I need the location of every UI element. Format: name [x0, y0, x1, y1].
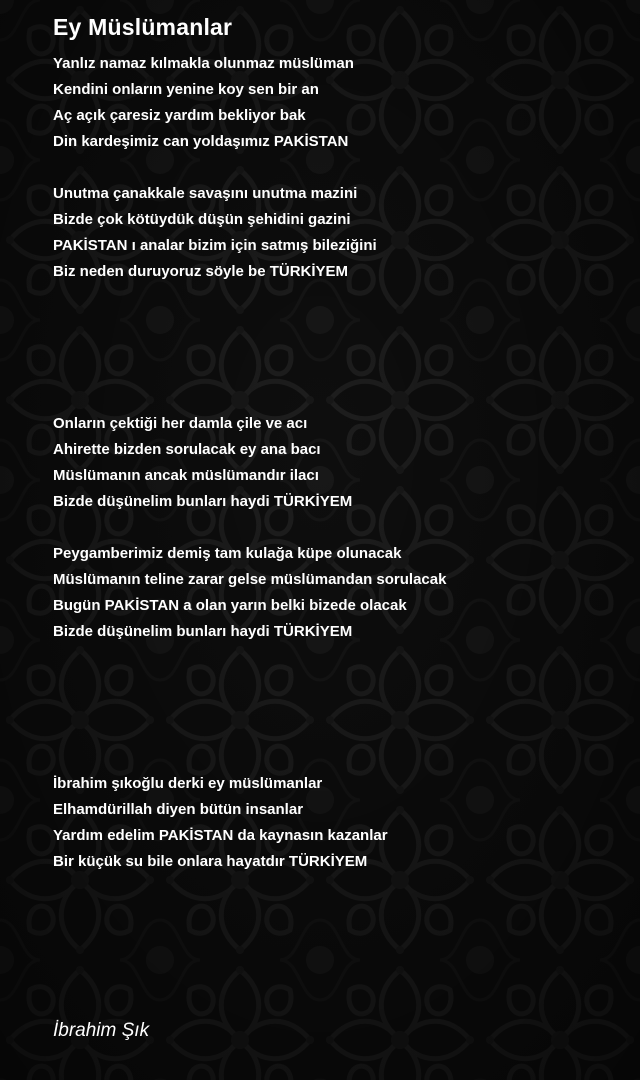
stanza-4 — [53, 541, 446, 645]
poem-line: Peygamberimiz demiş tam kulağa küpe olunacak — [53, 545, 402, 562]
poem-line: Müslümanın ancak müslümandır ilacı — [53, 467, 319, 484]
poem-line: Müslümanın teline zarar gelse müslümandan sorulacak — [53, 571, 447, 588]
stanza-5 — [53, 771, 388, 875]
poem-line: Elhamdürillah diyen bütün insanlar — [53, 801, 304, 818]
poem-line: Bizde düşünelim bunları haydi TÜRKİYEM — [53, 493, 353, 510]
poem-line: Biz neden duruyoruz söyle be TÜRKİYEM — [53, 263, 349, 280]
poem-line: Bir küçük su bile onlara hayatdır TÜRKİYEM — [53, 853, 368, 870]
poem-line: Bizde çok kötüydük düşün şehidini gazini — [53, 211, 351, 228]
poem-line: PAKİSTAN ı analar bizim için satmış bileziğini — [53, 237, 377, 254]
poem-line: Onların çektiği her damla çile ve acı — [53, 415, 308, 432]
poem-line: Yardım edelim PAKİSTAN da kaynasın kazanlar — [53, 827, 388, 844]
poem-line: Aç açık çaresiz yardım bekliyor bak — [53, 107, 306, 124]
stanza-1 — [53, 51, 354, 155]
poem-line: Ahirette bizden sorulacak ey ana bacı — [53, 441, 321, 458]
stanza-3 — [53, 411, 352, 515]
poem-line: Bizde düşünelim bunları haydi TÜRKİYEM — [53, 623, 353, 640]
poem-author: İbrahim Şık — [53, 1020, 150, 1041]
poem-line: İbrahim şıkoğlu derki ey müslümanlar — [53, 775, 323, 792]
poem-line: Yanlız namaz kılmakla olunmaz müslüman — [53, 55, 354, 72]
poem-line: Kendini onların yenine koy sen bir an — [53, 81, 319, 98]
poem-title: Ey Müslümanlar — [53, 14, 233, 40]
poem-line: Unutma çanakkale savaşını unutma mazini — [53, 185, 358, 202]
poem-line: Din kardeşimiz can yoldaşımız PAKİSTAN — [53, 133, 349, 150]
poem-line: Bugün PAKİSTAN a olan yarın belki bizede olacak — [53, 597, 407, 614]
stanza-2 — [53, 181, 377, 285]
